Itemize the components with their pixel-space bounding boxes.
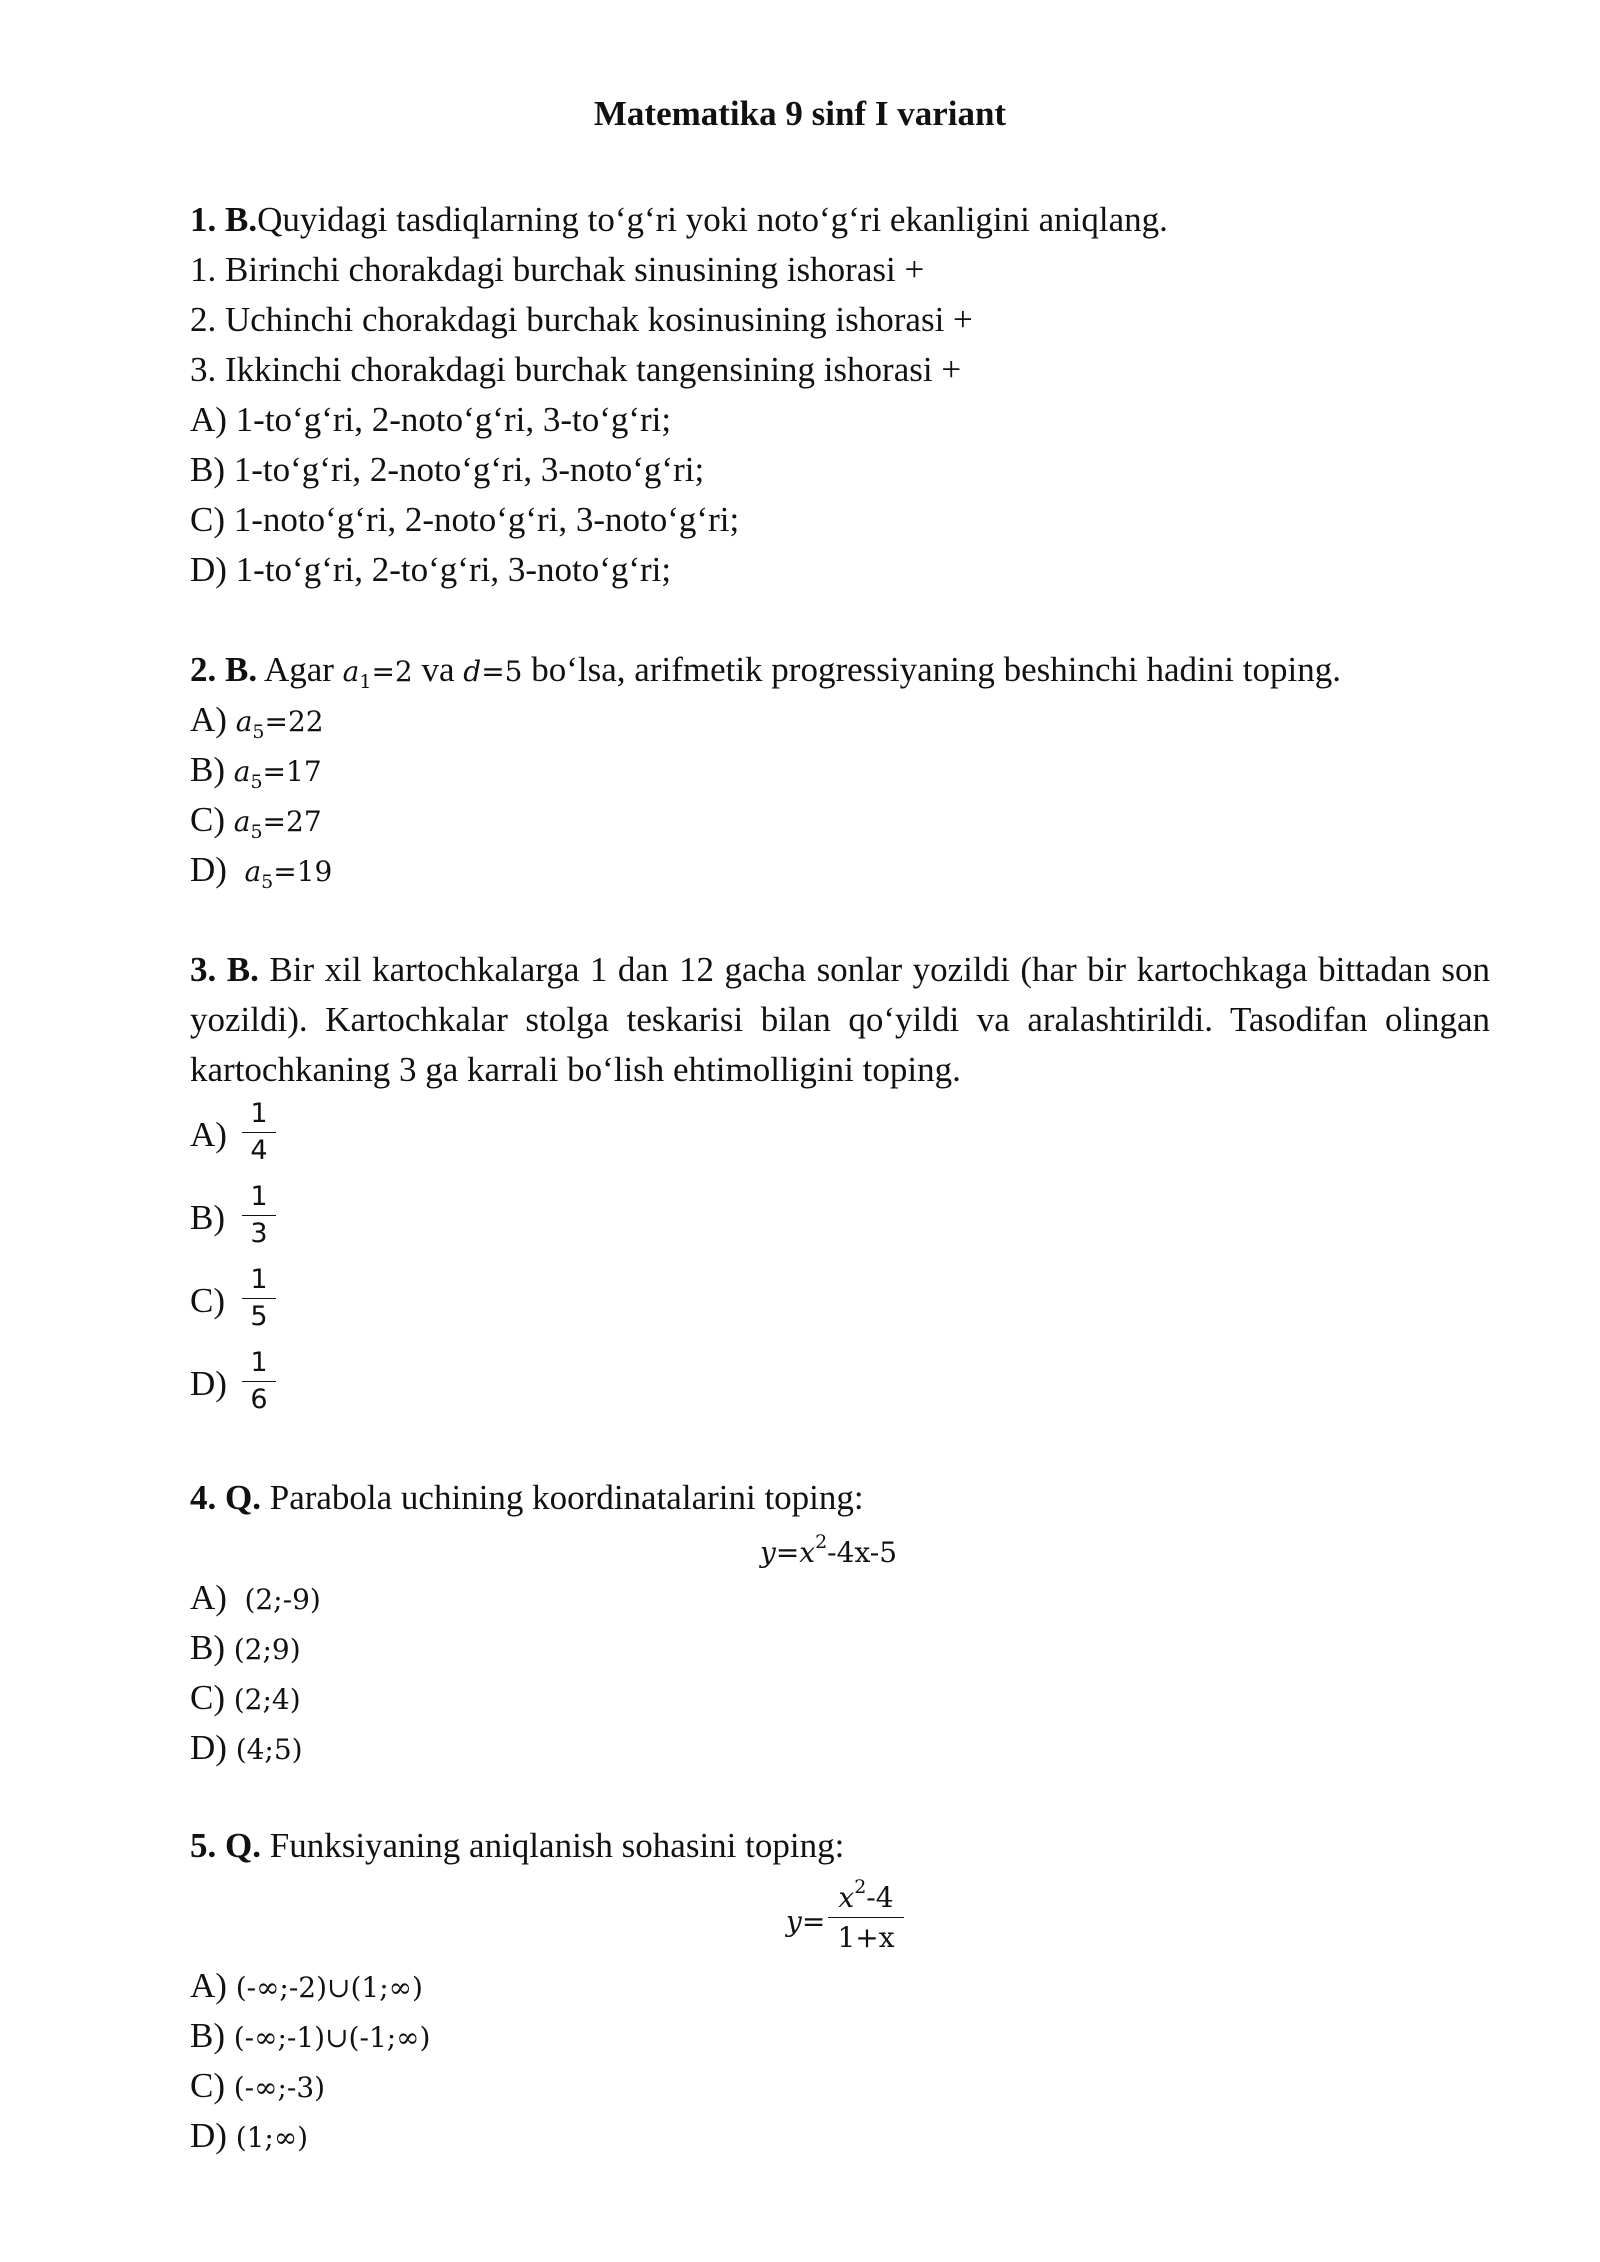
- question-4-stem: [190, 1478, 864, 1518]
- fraction: 1 5: [238, 1264, 280, 1332]
- question-number: 2. B.: [190, 650, 258, 689]
- math-value: =5: [481, 655, 523, 688]
- math-var: d: [463, 655, 482, 688]
- question-2-stem: [190, 650, 1341, 693]
- question-number: 1. B.: [190, 200, 258, 239]
- question-number: 5. Q.: [190, 1826, 261, 1865]
- answer-option: A) (2;-9): [190, 1578, 321, 1617]
- answer-option: B) $a_5=17$: [190, 750, 322, 793]
- page-title: Matematika 9 sinf I variant: [593, 94, 1007, 133]
- parabola-formula: $y=x^2-4x-5$: [760, 1531, 898, 1569]
- question-1-stem: [190, 200, 1168, 240]
- answer-option: A) (-∞;-2)∪(1;∞): [190, 1966, 423, 2005]
- statement-item: 3. Ikkinchi chorakdagi burchak tangensining ishorasi +: [190, 350, 962, 389]
- answer-option: C) (2;4): [190, 1678, 301, 1717]
- answer-option: D) (4;5): [190, 1728, 303, 1767]
- answer-option: D) (1;∞): [190, 2116, 309, 2155]
- fraction: 1 4: [238, 1098, 280, 1166]
- answer-option: D) 1-to‘g‘ri, 2-to‘g‘ri, 3-noto‘g‘ri;: [190, 550, 672, 589]
- question-text: bo‘lsa, arifmetik progressiyaning beshinchi hadini toping.: [531, 650, 1341, 689]
- question-number: 3. B.: [190, 950, 259, 989]
- function-fraction: [828, 1876, 904, 1954]
- question-text: Quyidagi tasdiqlarning to‘g‘ri yoki noto‘g‘ri ekanligini aniqlang.: [257, 200, 1168, 239]
- answer-option-letter: B): [190, 1198, 225, 1237]
- fraction: 1 6: [238, 1347, 280, 1415]
- answer-option: B) 1-to‘g‘ri, 2-noto‘g‘ri, 3-noto‘g‘ri;: [190, 450, 705, 489]
- answer-option-letter: A): [190, 1115, 227, 1154]
- fraction: 1 3: [238, 1181, 280, 1249]
- answer-option-letter: C): [190, 1281, 225, 1320]
- math-var: $a_1$: [342, 655, 372, 693]
- question-text: Parabola uchining koordinatalarini toping:: [269, 1478, 864, 1517]
- answer-option-letter: D): [190, 1364, 227, 1403]
- question-3-stem: [190, 945, 1490, 1095]
- answer-option: C) (-∞;-3): [190, 2066, 326, 2105]
- answer-option: B) (-∞;-1)∪(-1;∞): [190, 2016, 431, 2055]
- question-text: Agar: [263, 650, 334, 689]
- fraction-denominator: 1+x: [837, 1921, 895, 1954]
- math-value: =2: [371, 655, 413, 688]
- statement-item: 1. Birinchi chorakdagi burchak sinusining ishorasi +: [190, 250, 925, 289]
- question-text: va: [421, 650, 455, 689]
- question-text: Funksiyaning aniqlanish sohasini toping:: [269, 1826, 845, 1865]
- answer-option: C) 1-noto‘g‘ri, 2-noto‘g‘ri, 3-noto‘g‘ri;: [190, 500, 740, 539]
- answer-option: A) $a_5=22$: [190, 700, 324, 743]
- answer-option: C) $a_5=27$: [190, 800, 322, 843]
- question-text: Bir xil kartochkalarga 1 dan 12 gacha sonlar yozildi (har bir kartochkaga bittadan son yozildi). Kartochkalar stolga teskarisi bilan qo‘yildi va aralashtirildi. Tasodifan olingan kartochkaning 3 ga karrali bo‘lish ehtimolligini toping.: [190, 950, 1490, 1089]
- statement-item: 2. Uchinchi chorakdagi burchak kosinusining ishorasi +: [190, 300, 973, 339]
- question-number: 4. Q.: [190, 1478, 261, 1517]
- function-lhs: y=: [786, 1905, 826, 1938]
- question-5-stem: [190, 1826, 844, 1866]
- fraction-numerator: $x^2-4$: [838, 1876, 894, 1914]
- answer-option: D) $a_5=19$: [190, 850, 333, 893]
- answer-option: A) 1-to‘g‘ri, 2-noto‘g‘ri, 3-to‘g‘ri;: [190, 400, 672, 439]
- answer-option: B) (2;9): [190, 1628, 301, 1667]
